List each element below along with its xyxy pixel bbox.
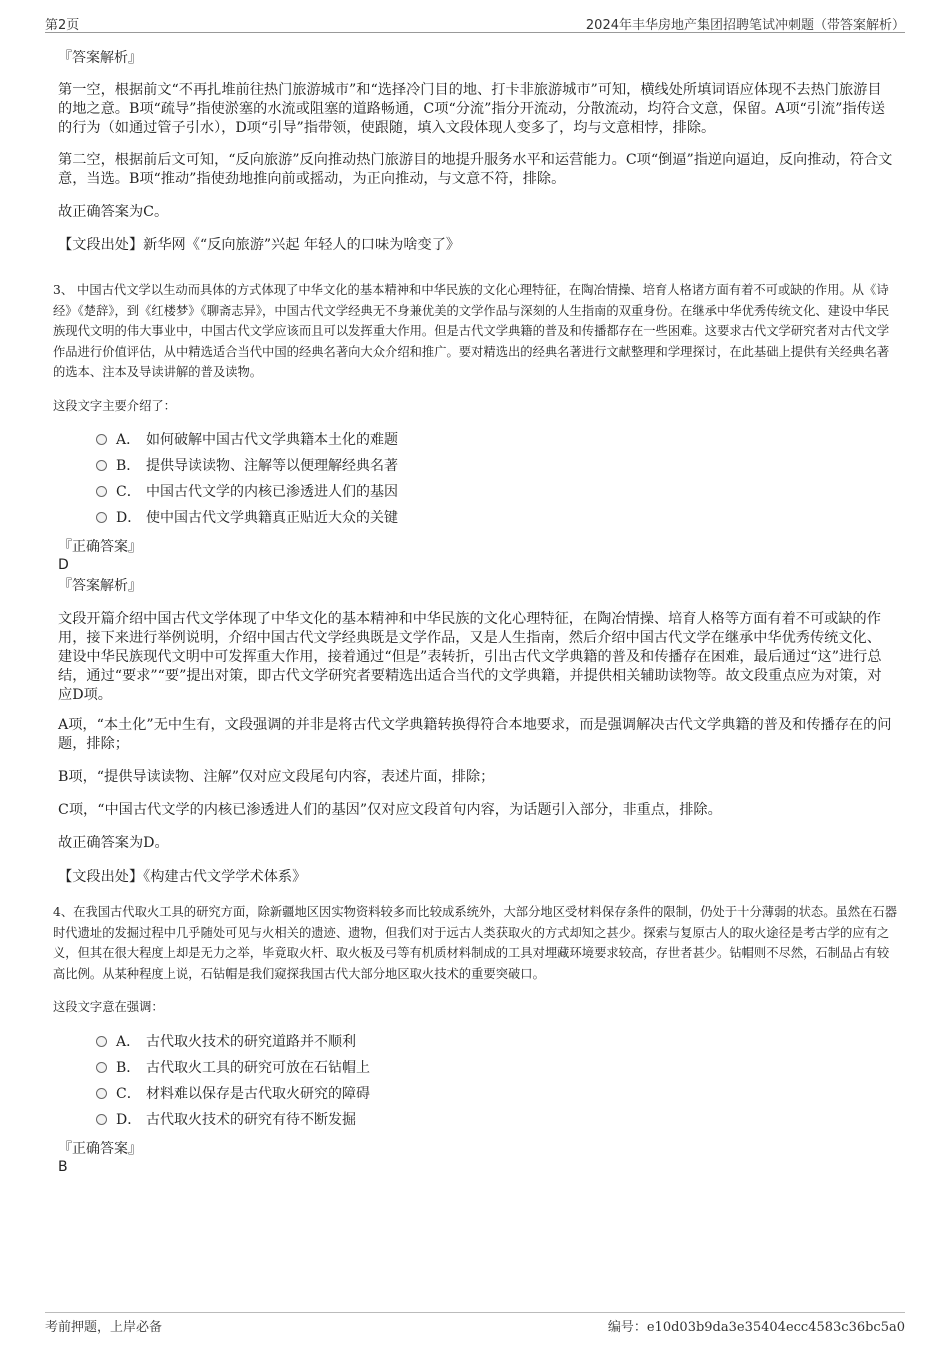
q3-question-text: 3、 中国古代文学以生动而具体的方式体现了中华文化的基本精神和中华民族的文化心理特征，在陶冶情操、培育人格诸方面有着不可或缺的作用。从《诗经》《楚辞》，到《红楼梦》《聊斋志异》，中国古代文学经典无不身兼优美的文学作品与深刻的人生指南的双重身份。在继承中华优秀传统文化、建设中华民族现代文明的伟大事业中，中国古代文学应该而且可以发挥重大作用。但是古代文学典籍的普及和传播都存在一些困难。这要求古代文学研究者对古代文学作品进行价值评估，从中精选适合当代中国的经典名著向大众介绍和推广。要对精选出的经典名著进行文献整理和学理探讨，在此基础上提供有关经典名著的选本、注本及导读讲解的普及读物。 bbox=[53, 283, 890, 379]
option-letter: D． bbox=[116, 510, 142, 526]
option-letter: D． bbox=[116, 1112, 142, 1128]
q2-analysis-para1: 第一空，根据前文“不再扎堆前往热门旅游城市”和“选择冷门目的地、打卡非旅游城市”可知，横线处所填词语应体现不去热门旅游目的地之意。B项“疏导”指使淤塞的水流或阻塞的道路畅通，C项“分流”指分开流动，分散流动，均符合文意，保留。A项“引流”指传送的行为（如通过管子引水），D项“引导”指带领，使跟随，填入文段体现人变多了，均与文意相悖，排除。 bbox=[58, 82, 885, 136]
q4-option-d[interactable] bbox=[96, 1111, 356, 1129]
option-text: 中国古代文学的内核已渗透进人们的基因 bbox=[146, 484, 398, 500]
q4-prompt: 这段文字意在强调： bbox=[53, 1000, 164, 1014]
page-footer bbox=[45, 1312, 905, 1337]
q3-answer-label: 『正确答案』 bbox=[58, 539, 142, 555]
document-title: 2024年丰华房地产集团招聘笔试冲刺题（带答案解析） bbox=[585, 18, 905, 33]
q3-option-a[interactable] bbox=[96, 431, 398, 449]
option-text: 古代取火技术的研究道路并不顺利 bbox=[146, 1034, 356, 1050]
q3-analysis-label: 『答案解析』 bbox=[58, 578, 142, 594]
q3-prompt: 这段文字主要介绍了： bbox=[53, 399, 176, 413]
option-letter: C． bbox=[116, 1086, 141, 1102]
option-letter: C． bbox=[116, 484, 141, 500]
option-text: 材料难以保存是古代取火研究的障碍 bbox=[146, 1086, 370, 1102]
q3-option-b[interactable] bbox=[96, 457, 398, 475]
q3-analysis-para1: 文段开篇介绍中国古代文学体现了中华文化的基本精神和中华民族的文化心理特征，在陶冶情操、培育人格等方面有着不可或缺的作用，接下来进行举例说明，介绍中国古代文学经典既是文学作品，又是人生指南，然后介绍中国古代文学在继承中华优秀传统文化、建设中华民族现代文明中可发挥重大作用，接着通过“但是”表转折，引出古代文学典籍的普及和传播存在困难，最后通过“这”进行总结，通过“要求”“要”提出对策，即古代文学研究者要精选出适合当代的文学典籍，并提供相关辅助读物等。故文段重点应为对策，对应D项。 bbox=[58, 611, 882, 703]
q4-option-c[interactable] bbox=[96, 1085, 370, 1103]
option-text: 提供导读读物、注解等以便理解经典名著 bbox=[146, 458, 398, 474]
page-number: 第2页 bbox=[45, 18, 80, 33]
option-letter: A． bbox=[116, 1034, 141, 1050]
option-letter: B． bbox=[116, 458, 141, 474]
radio-icon[interactable] bbox=[96, 1114, 107, 1125]
option-text: 使中国古代文学典籍真正贴近大众的关键 bbox=[146, 510, 398, 526]
q4-question-text: 4、在我国古代取火工具的研究方面，除新疆地区因实物资料较多而比较成系统外，大部分地区受材料保存条件的限制，仍处于十分薄弱的状态。虽然在石器时代遗址的发掘过程中几乎随处可见与火相关的遗迹、遗物，但我们对于远古人类获取火的方式却知之甚少。探索与复原古人的取火途径是考古学的应有之义，但其在很大程度上却是无力之举，毕竟取火杆、取火板及弓等有机质材料制成的工具对埋藏环境要求较高，存世者甚少。钻帽则不尽然，石制品占有较高比例。从某种程度上说，石钻帽是我们窥探我国古代大部分地区取火技术的重要突破口。 bbox=[53, 905, 898, 981]
q3-option-c[interactable] bbox=[96, 483, 398, 501]
option-text: 古代取火技术的研究有待不断发掘 bbox=[146, 1112, 356, 1128]
radio-icon[interactable] bbox=[96, 460, 107, 471]
q3-analysis-para4: C项，“中国古代文学的内核已渗透进人们的基因”仅对应文段首句内容，为话题引入部分，非重点，排除。 bbox=[58, 802, 722, 818]
q3-option-d[interactable] bbox=[96, 509, 398, 527]
q2-source: 【文段出处】新华网《“反向旅游”兴起 年轻人的口味为啥变了》 bbox=[58, 237, 461, 253]
q4-answer: B bbox=[58, 1159, 68, 1175]
radio-icon[interactable] bbox=[96, 1088, 107, 1099]
radio-icon[interactable] bbox=[96, 1062, 107, 1073]
q3-analysis-para3: B项，“提供导读读物、注解”仅对应文段尾句内容，表述片面，排除； bbox=[58, 769, 495, 785]
radio-icon[interactable] bbox=[96, 512, 107, 523]
option-letter: B． bbox=[116, 1060, 141, 1076]
q4-answer-label: 『正确答案』 bbox=[58, 1141, 142, 1157]
q2-conclusion: 故正确答案为C。 bbox=[58, 204, 169, 220]
q2-analysis-para2: 第二空，根据前后文可知，“反向旅游”反向推动热门旅游目的地提升服务水平和运营能力。C项“倒逼”指逆向逼迫，反向推动，符合文意，当选。B项“推动”指使劲地推向前或摇动，为正向推动，与文意不符，排除。 bbox=[58, 152, 893, 187]
document-id: 编号：e10d03b9da3e35404ecc4583c36bc5a0 bbox=[607, 1320, 905, 1335]
page-header bbox=[45, 12, 905, 33]
q2-analysis-label: 『答案解析』 bbox=[58, 50, 142, 66]
footer-slogan: 考前押题，上岸必备 bbox=[45, 1320, 163, 1335]
radio-icon[interactable] bbox=[96, 1036, 107, 1047]
option-letter: A． bbox=[116, 432, 141, 448]
q3-source: 【文段出处】《构建古代文学学术体系》 bbox=[58, 869, 307, 885]
q3-answer: D bbox=[58, 557, 69, 573]
q3-analysis-para2: A项，“本土化”无中生有，文段强调的并非是将古代文学典籍转换得符合本地要求，而是强调解决古代文学典籍的普及和传播存在的问题，排除； bbox=[58, 717, 892, 752]
option-text: 如何破解中国古代文学典籍本土化的难题 bbox=[146, 432, 398, 448]
radio-icon[interactable] bbox=[96, 486, 107, 497]
radio-icon[interactable] bbox=[96, 434, 107, 445]
q4-option-b[interactable] bbox=[96, 1059, 370, 1077]
q3-conclusion: 故正确答案为D。 bbox=[58, 835, 169, 851]
q4-option-a[interactable] bbox=[96, 1033, 356, 1051]
option-text: 古代取火工具的研究可放在石钻帽上 bbox=[146, 1060, 370, 1076]
